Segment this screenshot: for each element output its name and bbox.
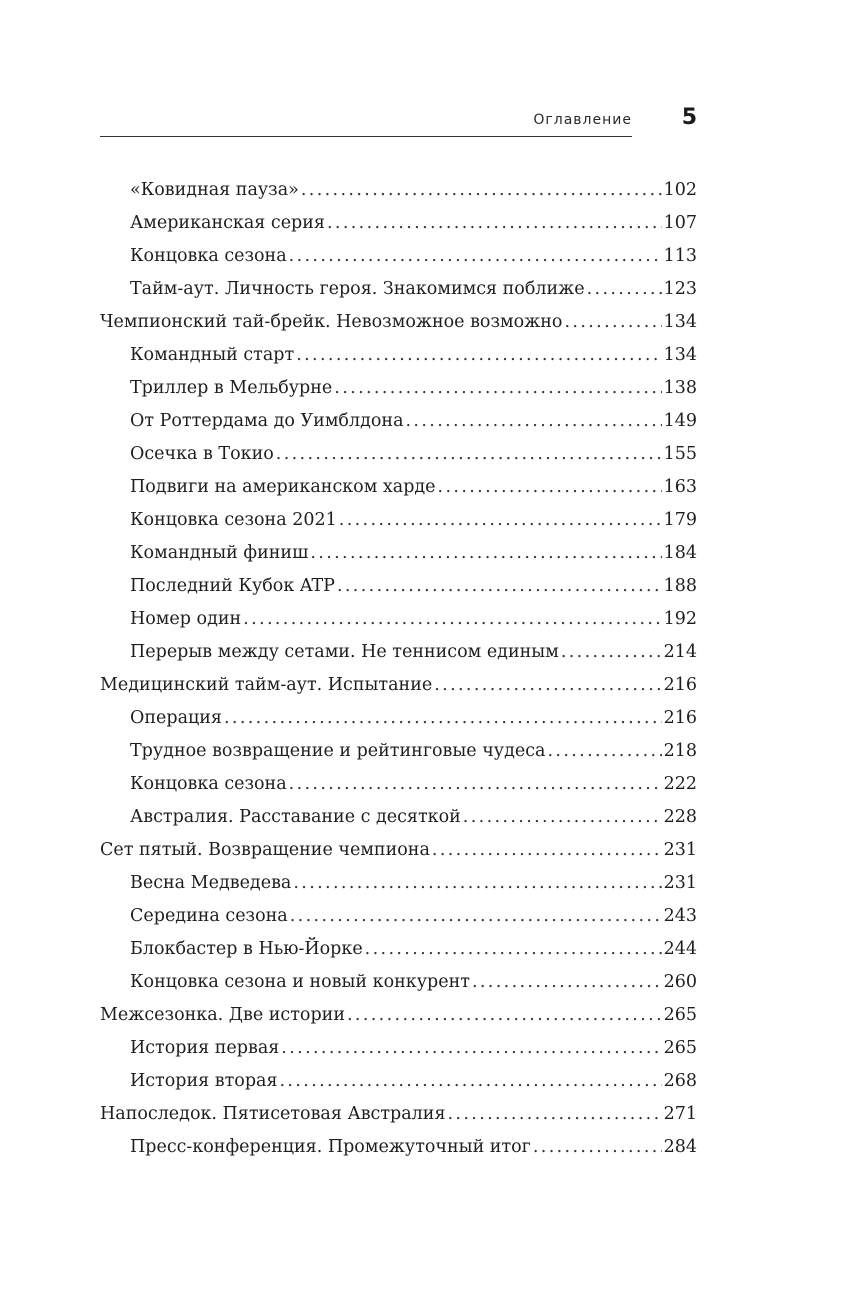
toc-entry-title: Операция [130,708,222,728]
dot-leader [434,669,661,702]
dot-leader [547,735,661,768]
toc-entry-page: 123 [663,279,697,299]
toc-entry-page: 260 [663,972,697,992]
toc-chapter-entry [100,999,697,1032]
toc-entry-title: Межсезонка. Две истории [100,1005,345,1025]
dot-leader [432,834,662,867]
dot-leader [310,537,661,570]
dot-leader [406,405,662,438]
toc-entry-page: 243 [663,906,697,926]
dot-leader [281,1032,661,1065]
dot-leader [334,372,661,405]
toc-entry-page: 134 [663,345,697,365]
dot-leader [463,801,662,834]
toc-entry-page: 284 [663,1137,697,1157]
toc-entry-title: Осечка в Токио [130,444,274,464]
header-rule [100,136,632,137]
toc-entry-title: Середина сезона [130,906,288,926]
toc-entry-page: 228 [663,807,697,827]
toc-entry-title: Чемпионский тай-брейк. Невозможное возможно [100,312,563,332]
toc-entry-title: Номер один [130,609,242,629]
toc-entry [100,207,697,240]
toc-entry-page: 222 [663,774,697,794]
dot-leader [448,1098,662,1131]
toc-entry [100,570,697,603]
toc-entry [100,636,697,669]
dot-leader [347,999,662,1032]
toc-entry-page: 231 [663,840,697,860]
toc-entry-title: «Ковидная пауза» [130,180,299,200]
toc-entry-page: 265 [663,1038,697,1058]
toc-entry [100,801,697,834]
dot-leader [296,339,661,372]
toc-entry-title: Командный финиш [130,543,309,563]
toc-chapter-entry [100,306,697,339]
dot-leader [224,702,662,735]
dot-leader [290,900,662,933]
toc-entry [100,504,697,537]
toc-entry-title: История первая [130,1038,280,1058]
toc-entry-page: 102 [663,180,697,200]
toc-entry [100,537,697,570]
toc-entry [100,768,697,801]
dot-leader [337,570,662,603]
toc-entry [100,1032,697,1065]
dot-leader [339,504,662,537]
toc-entry [100,240,697,273]
toc-entry-page: 188 [663,576,697,596]
toc-entry-page: 134 [663,312,697,332]
toc-entry-title: Сет пятый. Возвращение чемпиона [100,840,430,860]
toc-entry-title: От Роттердама до Уимблдона [130,411,404,431]
toc-entry-title: Австралия. Расставание с десяткой [130,807,461,827]
toc-entry-page: 179 [663,510,697,530]
dot-leader [561,636,662,669]
toc-chapter-entry [100,834,697,867]
toc-entry-title: Напоследок. Пятисетовая Австралия [100,1104,446,1124]
toc-entry [100,900,697,933]
dot-leader [243,603,661,636]
toc-entry-page: 216 [663,708,697,728]
toc-entry [100,933,697,966]
toc-entry-title: Американская серия [130,213,325,233]
dot-leader [301,174,662,207]
toc-entry [100,438,697,471]
toc-entry [100,174,697,207]
toc-entry-page: 184 [663,543,697,563]
toc-entry-title: Последний Кубок ATP [130,576,335,596]
dot-leader [280,1065,662,1098]
toc-entry-page: 265 [663,1005,697,1025]
running-head [100,100,697,140]
toc-entry-page: 163 [663,477,697,497]
dot-leader [276,438,662,471]
toc-entry-page: 231 [663,873,697,893]
toc-entry-title: Концовка сезона и новый конкурент [130,972,470,992]
toc-entry-page: 216 [663,675,697,695]
toc-entry-title: Концовка сезона 2021 [130,510,337,530]
dot-leader [472,966,662,999]
dot-leader [289,240,662,273]
toc-entry-title: Блокбастер в Нью-Йорке [130,939,363,959]
toc-entry [100,339,697,372]
table-of-contents [100,174,697,1164]
toc-entry [100,603,697,636]
toc-entry-title: Перерыв между сетами. Не теннисом единым [130,642,559,662]
toc-entry-page: 138 [663,378,697,398]
toc-entry-page: 113 [663,246,697,266]
dot-leader [293,867,661,900]
dot-leader [327,207,662,240]
running-head-title: Оглавление [533,112,632,128]
toc-entry [100,735,697,768]
toc-entry-title: Концовка сезона [130,246,287,266]
toc-chapter-entry [100,669,697,702]
toc-entry-title: Пресс-конференция. Промежуточный итог [130,1137,531,1157]
toc-entry-title: История вторая [130,1071,278,1091]
page-number: 5 [681,105,697,130]
toc-entry-page: 214 [663,642,697,662]
toc-entry [100,1065,697,1098]
dot-leader [533,1131,662,1164]
toc-entry [100,1131,697,1164]
toc-entry-title: Трудное возвращение и рейтинговые чудеса [130,741,546,761]
dot-leader [365,933,662,966]
dot-leader [289,768,662,801]
dot-leader [564,306,661,339]
toc-entry [100,471,697,504]
toc-entry-title: Триллер в Мельбурне [130,378,333,398]
toc-entry [100,405,697,438]
toc-entry-page: 268 [663,1071,697,1091]
toc-entry [100,372,697,405]
toc-entry-title: Тайм-аут. Личность героя. Знакомимся поближе [130,279,585,299]
toc-entry-title: Концовка сезона [130,774,287,794]
dot-leader [587,273,662,306]
toc-entry-page: 271 [663,1104,697,1124]
toc-entry [100,867,697,900]
toc-entry-title: Командный старт [130,345,295,365]
toc-entry-title: Подвиги на американском харде [130,477,436,497]
toc-entry-page: 244 [663,939,697,959]
toc-chapter-entry [100,1098,697,1131]
dot-leader [438,471,662,504]
toc-entry-page: 218 [663,741,697,761]
toc-entry [100,273,697,306]
toc-entry-title: Весна Медведева [130,873,292,893]
toc-entry [100,702,697,735]
toc-entry-page: 155 [663,444,697,464]
toc-entry-title: Медицинский тайм-аут. Испытание [100,675,433,695]
toc-entry-page: 149 [663,411,697,431]
toc-entry [100,966,697,999]
toc-entry-page: 107 [663,213,697,233]
toc-entry-page: 192 [663,609,697,629]
